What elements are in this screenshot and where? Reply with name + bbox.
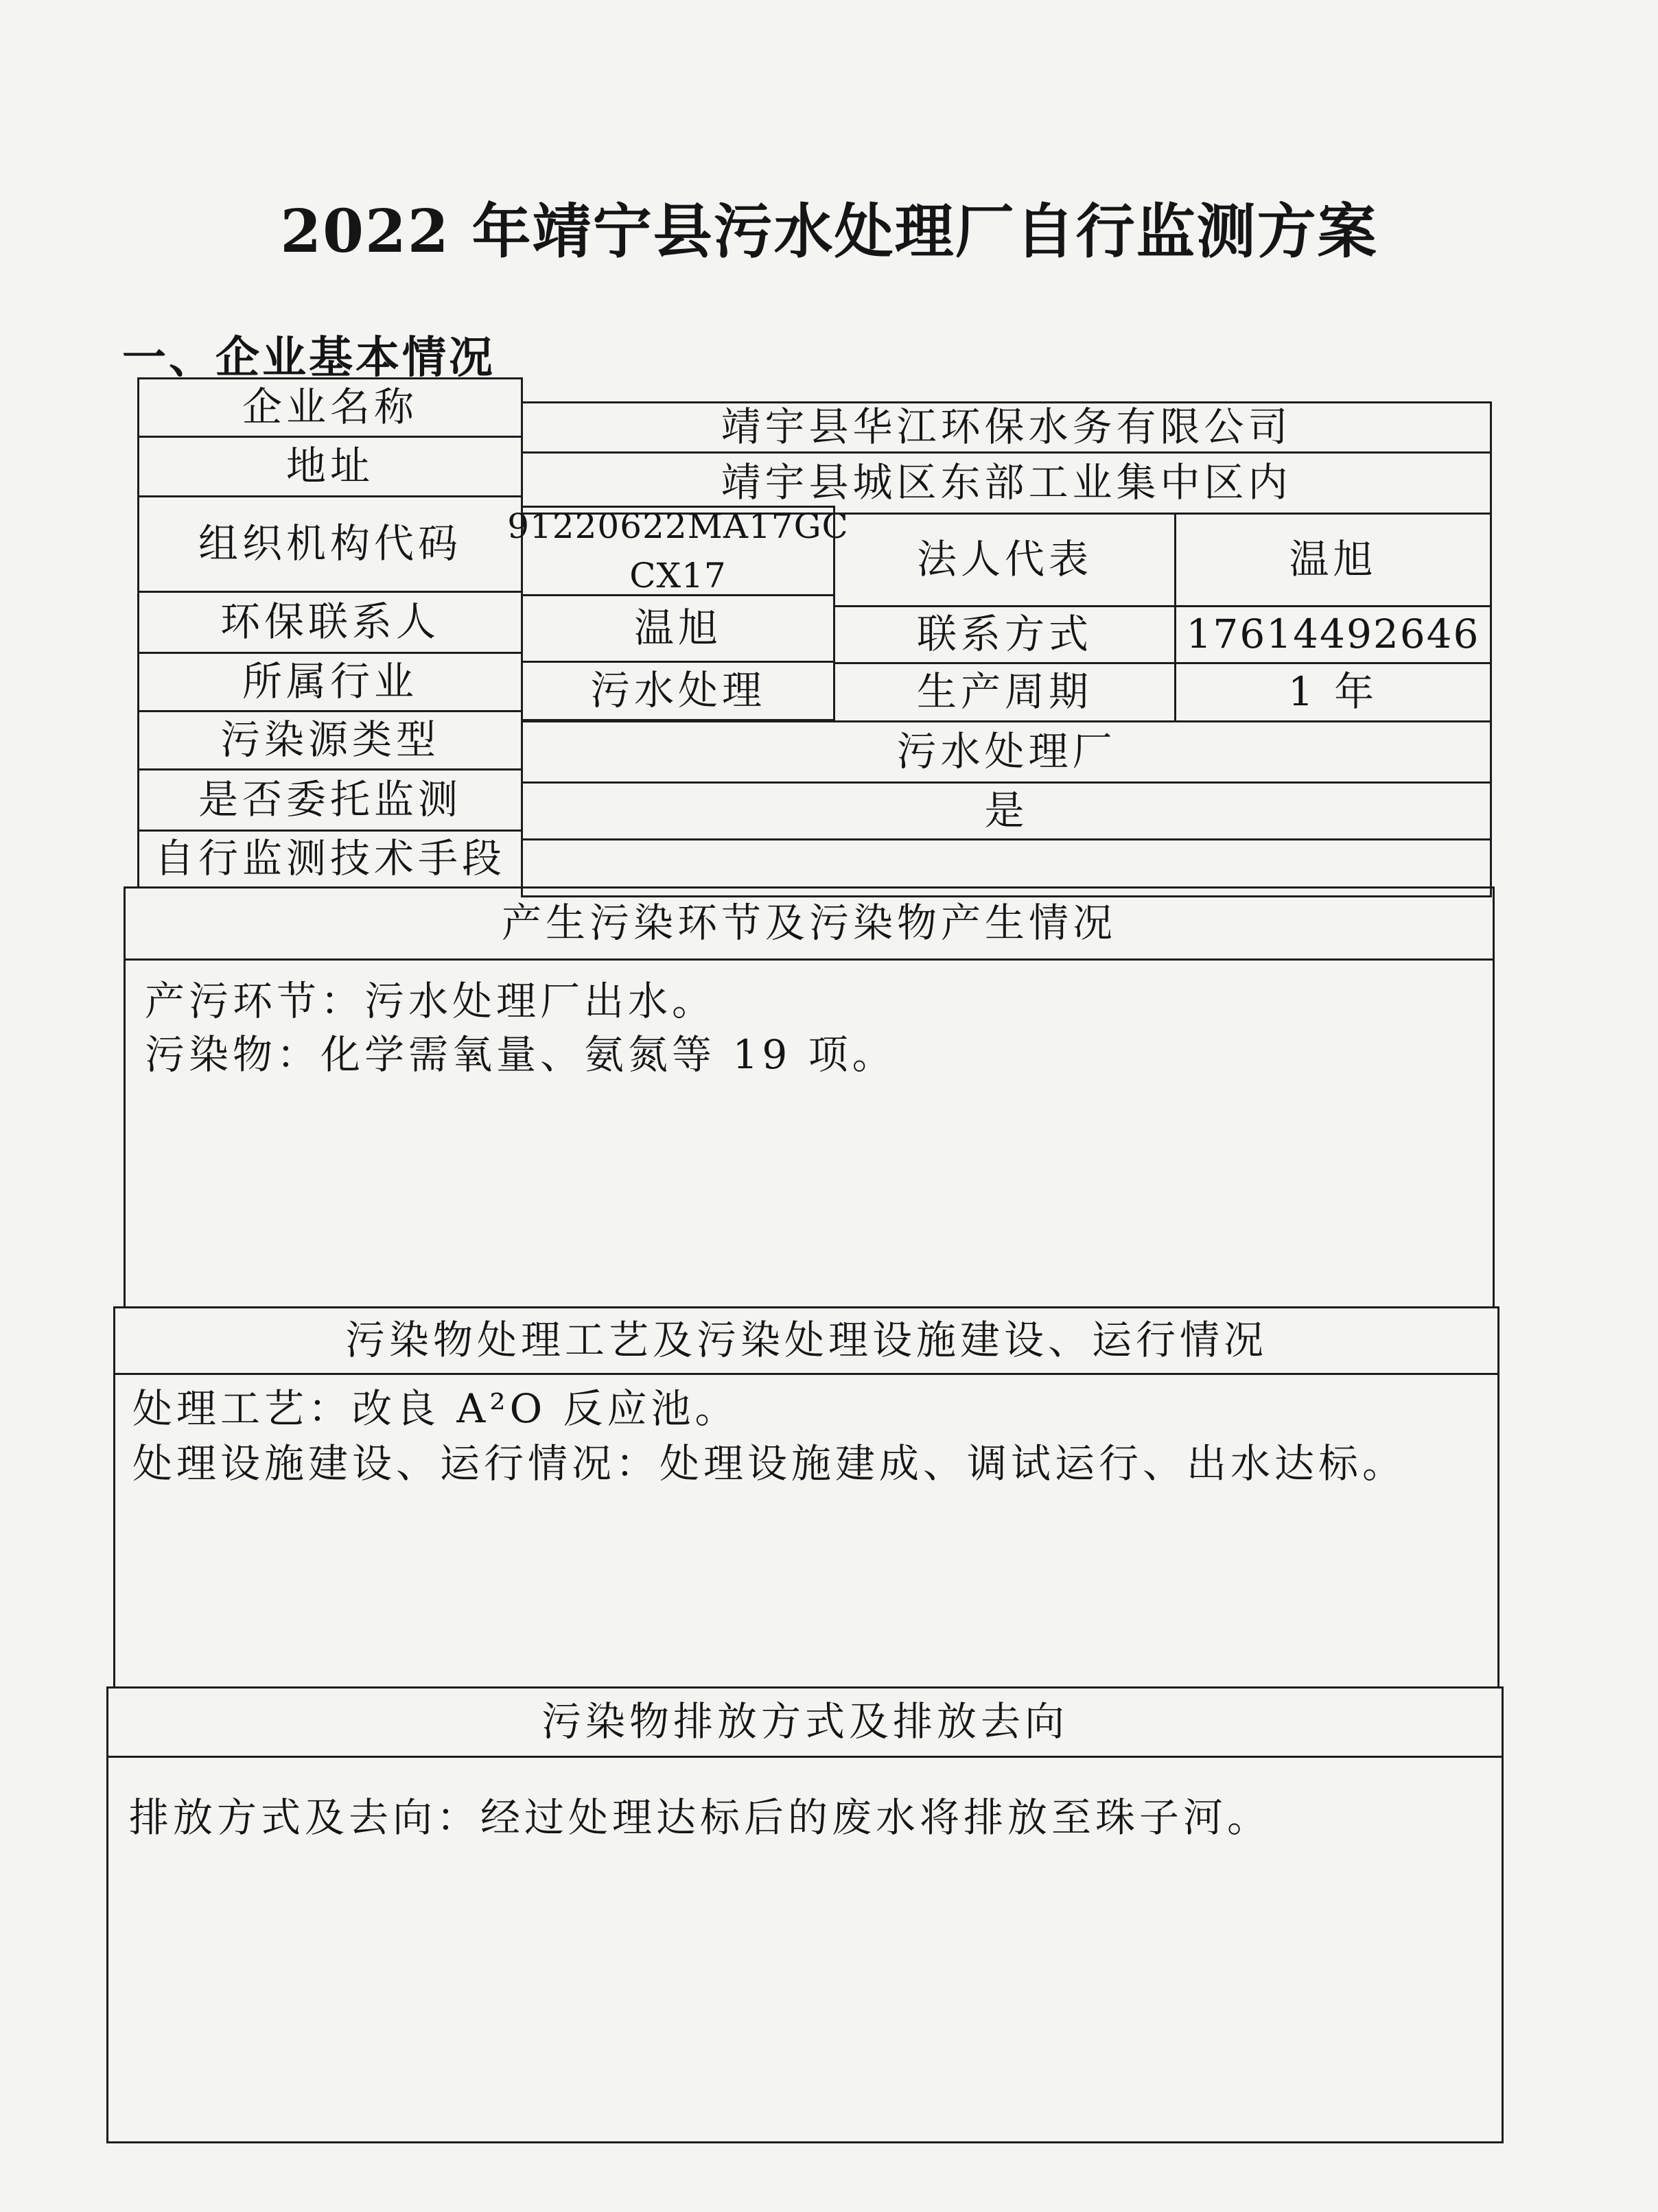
value-env-contact: 温旭 <box>521 594 835 663</box>
pollution-generation-heading: 产生污染环节及污染物产生情况 <box>124 886 1495 961</box>
label-company-name: 企业名称 <box>137 377 523 438</box>
pollution-generation-line-1: 产污环节：污水处理厂出水。 <box>145 978 716 1024</box>
label-org-code: 组织机构代码 <box>137 495 523 593</box>
value-pollution-source-type: 污水处理厂 <box>521 720 1492 784</box>
label-self-monitoring-means: 自行监测技术手段 <box>137 830 523 889</box>
discharge-line-1: 排放方式及去向：经过处理达标后的废水将排放至珠子河。 <box>129 1794 1272 1841</box>
section-heading: 一、企业基本情况 <box>122 332 495 384</box>
value-org-code <box>507 506 849 596</box>
value-legal-rep: 温旭 <box>1174 513 1492 607</box>
treatment-line-1: 处理工艺：改良 A²O 反应池。 <box>132 1385 739 1432</box>
discharge-heading: 污染物排放方式及排放去向 <box>106 1686 1504 1758</box>
label-contact-method: 联系方式 <box>833 605 1176 664</box>
pollution-generation-body <box>124 958 1495 1308</box>
value-company-name: 靖宇县华江环保水务有限公司 <box>521 401 1492 454</box>
label-address: 地址 <box>137 436 523 497</box>
value-production-cycle: 1 年 <box>1174 662 1492 722</box>
label-env-contact: 环保联系人 <box>137 591 523 654</box>
treatment-heading: 污染物处理工艺及污染处理设施建设、运行情况 <box>113 1306 1499 1375</box>
org-code-line-2: CX17 <box>629 556 727 596</box>
treatment-body <box>113 1373 1499 1689</box>
label-pollution-source-type: 污染源类型 <box>137 710 523 770</box>
org-code-line-1: 91220622MA17GC <box>507 506 849 546</box>
value-contact-method: 17614492646 <box>1174 605 1492 664</box>
pollution-generation-line-2: 污染物：化学需氧量、氨氮等 19 项。 <box>145 1031 896 1078</box>
value-industry: 污水处理 <box>521 661 835 721</box>
label-production-cycle: 生产周期 <box>833 662 1176 722</box>
label-legal-rep: 法人代表 <box>833 513 1176 607</box>
value-entrusted-monitoring: 是 <box>521 781 1492 840</box>
discharge-body <box>106 1756 1504 2143</box>
label-entrusted-monitoring: 是否委托监测 <box>137 768 523 832</box>
value-address: 靖宇县城区东部工业集中区内 <box>521 451 1492 515</box>
document-title: 2022 年靖宁县污水处理厂自行监测方案 <box>280 197 1378 266</box>
label-industry: 所属行业 <box>137 652 523 712</box>
treatment-line-2: 处理设施建设、运行情况：处理设施建成、调试运行、出水达标。 <box>132 1440 1407 1487</box>
